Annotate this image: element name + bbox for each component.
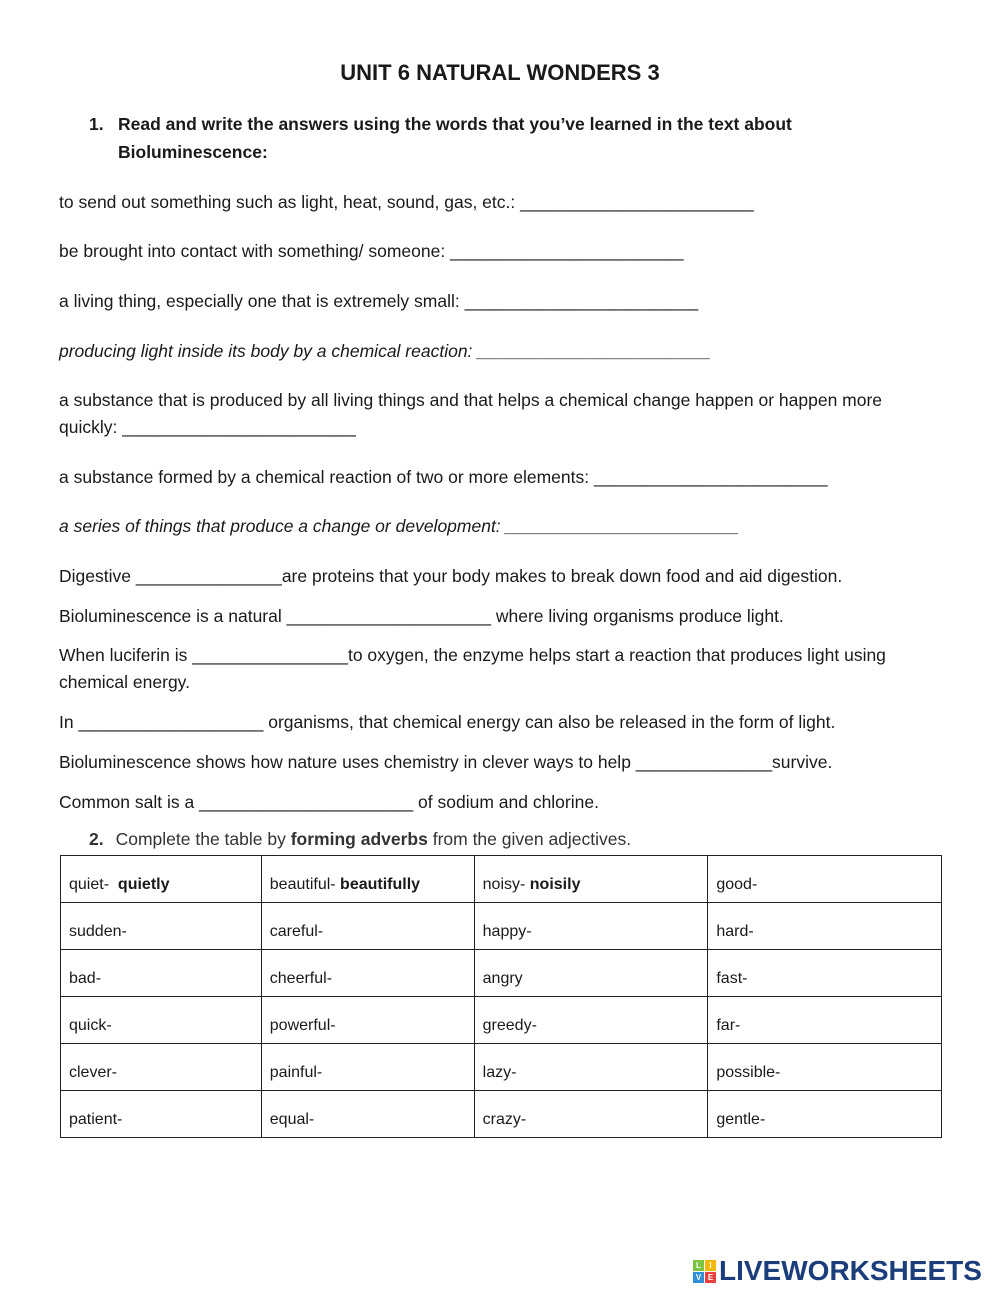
table-cell[interactable] bbox=[708, 903, 942, 950]
adjective: clever- bbox=[69, 1064, 118, 1081]
adjective: powerful- bbox=[269, 1017, 336, 1034]
table-cell[interactable] bbox=[61, 903, 262, 950]
question-1-heading bbox=[89, 110, 889, 166]
question-text: Read and write the answers using the words that you’ve learned in the text about Bioluminescence: bbox=[118, 114, 792, 162]
adverb-answer: quietly bbox=[117, 876, 170, 893]
adjective: hard- bbox=[716, 923, 754, 940]
definition-item[interactable]: a substance that is produced by all living things and that helps a chemical change happen or happen more quickly: ________________________ bbox=[59, 390, 883, 437]
sentence-item[interactable]: In ___________________ organisms, that chemical energy can also be released in the form of light. bbox=[59, 712, 836, 732]
table-cell[interactable] bbox=[474, 856, 708, 903]
adverb-answer: noisily bbox=[529, 876, 581, 893]
definition-item[interactable]: producing light inside its body by a chemical reaction: ________________________ bbox=[59, 341, 711, 361]
table-cell[interactable] bbox=[61, 856, 262, 903]
table-cell[interactable] bbox=[474, 950, 708, 997]
table-cell[interactable] bbox=[474, 1044, 708, 1091]
sentence-item[interactable]: Bioluminescence is a natural _____________________ where living organisms produce light. bbox=[59, 606, 784, 626]
question-2-heading bbox=[89, 829, 631, 850]
definition-item[interactable]: a living thing, especially one that is extremely small: ________________________ bbox=[59, 291, 699, 311]
table-cell[interactable] bbox=[261, 997, 474, 1044]
table-cell[interactable] bbox=[61, 997, 262, 1044]
adjective: cheerful- bbox=[269, 970, 333, 987]
adjective: good- bbox=[716, 876, 758, 893]
table-cell[interactable] bbox=[261, 1044, 474, 1091]
question-text-post: from the given adjectives. bbox=[427, 829, 632, 849]
table-cell[interactable] bbox=[61, 950, 262, 997]
question-number: 1. bbox=[89, 114, 104, 134]
table-cell[interactable] bbox=[708, 856, 942, 903]
adjective: possible- bbox=[716, 1064, 781, 1081]
adjective: sudden- bbox=[69, 923, 127, 940]
table-cell[interactable] bbox=[261, 1091, 474, 1138]
sentence-item[interactable]: Common salt is a ______________________ of sodium and chlorine. bbox=[59, 792, 599, 812]
table-cell[interactable] bbox=[61, 1044, 262, 1091]
table-cell[interactable] bbox=[474, 997, 708, 1044]
adjective: beautiful- bbox=[269, 876, 341, 893]
definition-item[interactable]: to send out something such as light, heat, sound, gas, etc.: ________________________ bbox=[59, 192, 754, 212]
logo-blocks-icon: L I V E bbox=[693, 1260, 716, 1283]
question-text-pre: Complete the table by bbox=[115, 829, 291, 849]
adjective: crazy- bbox=[482, 1111, 527, 1128]
adverbs-table bbox=[60, 855, 942, 1138]
table-cell[interactable] bbox=[708, 1044, 942, 1091]
adjective: gentle- bbox=[716, 1111, 766, 1128]
table-row bbox=[61, 903, 942, 950]
adjective: lazy- bbox=[482, 1064, 517, 1081]
table-cell[interactable] bbox=[708, 997, 942, 1044]
definition-item[interactable]: a series of things that produce a change or development: ________________________ bbox=[59, 516, 740, 536]
definition-item[interactable]: a substance formed by a chemical reaction of two or more elements: ________________________ bbox=[59, 467, 828, 487]
logo-text: LIVEWORKSHEETS bbox=[719, 1255, 982, 1286]
question-number: 2. bbox=[89, 829, 104, 849]
adjective: noisy- bbox=[482, 876, 530, 893]
table-cell[interactable] bbox=[474, 1091, 708, 1138]
sentence-item[interactable]: Digestive _______________are proteins that your body makes to break down food and aid digestion. bbox=[59, 566, 843, 586]
adjective: patient- bbox=[69, 1111, 123, 1128]
table-cell[interactable] bbox=[708, 1091, 942, 1138]
adjective: equal- bbox=[269, 1111, 315, 1128]
table-cell[interactable] bbox=[61, 1091, 262, 1138]
adjective: careful- bbox=[269, 923, 324, 940]
question-text-bold: forming adverbs bbox=[290, 829, 428, 849]
table-row bbox=[61, 856, 942, 903]
table-cell[interactable] bbox=[474, 903, 708, 950]
table-row bbox=[61, 950, 942, 997]
adjective: quick- bbox=[69, 1017, 112, 1034]
table-cell[interactable] bbox=[261, 950, 474, 997]
adjective: far- bbox=[716, 1017, 741, 1034]
adjective: painful- bbox=[269, 1064, 323, 1081]
definition-item[interactable]: be brought into contact with something/ someone: ________________________ bbox=[59, 241, 684, 261]
adverb-answer: beautifully bbox=[340, 876, 421, 893]
adjective: quiet- bbox=[69, 876, 118, 893]
table-row bbox=[61, 997, 942, 1044]
table-cell[interactable] bbox=[708, 950, 942, 997]
sentence-item[interactable]: Bioluminescence shows how nature uses chemistry in clever ways to help ______________survive. bbox=[59, 752, 833, 772]
table-cell[interactable] bbox=[261, 856, 474, 903]
table-row bbox=[61, 1091, 942, 1138]
liveworksheets-logo bbox=[693, 1255, 982, 1287]
adjective: greedy- bbox=[482, 1017, 537, 1034]
adjective: bad- bbox=[69, 970, 102, 987]
adjective: angry bbox=[482, 970, 523, 987]
table-cell[interactable] bbox=[261, 903, 474, 950]
table-row bbox=[61, 1044, 942, 1091]
worksheet-title: UNIT 6 NATURAL WONDERS 3 bbox=[340, 60, 660, 85]
sentence-item[interactable]: When luciferin is ________________to oxygen, the enzyme helps start a reaction that produces light using chemical energy. bbox=[59, 645, 886, 692]
adjective: fast- bbox=[716, 970, 748, 987]
adjective: happy- bbox=[482, 923, 532, 940]
